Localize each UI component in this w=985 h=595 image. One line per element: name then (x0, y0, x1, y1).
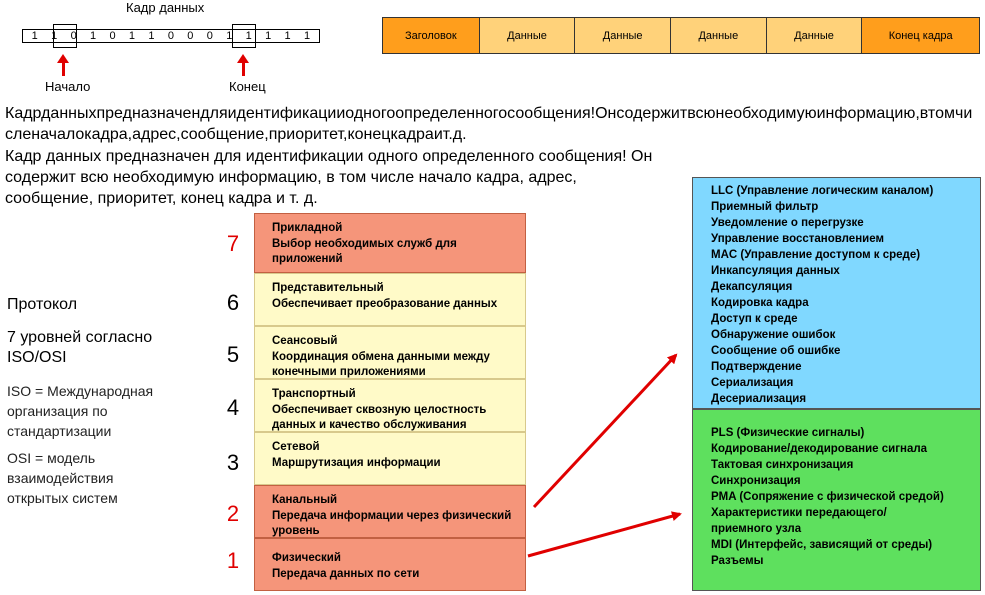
layer-number: 2 (226, 501, 240, 526)
bit: 1 (31, 30, 38, 42)
bit: 0 (70, 30, 77, 42)
layer-name: Физический (272, 552, 341, 564)
layer-description: Передача информации через физический уровень (272, 509, 512, 537)
pls-item: PMA (Сопряжение с физической средой) (711, 491, 944, 503)
frame-cell-data: Данные (575, 18, 671, 53)
frame-cell-end: Конец кадра (862, 18, 979, 53)
start-label: Начало (45, 79, 91, 94)
pls-item: Разъемы (711, 555, 764, 567)
llc-item: Подтверждение (711, 361, 802, 373)
layer-number: 5 (226, 342, 240, 367)
bit: 0 (206, 30, 213, 42)
llc-item: Сообщение об ошибке (711, 345, 841, 357)
layer-name: Прикладной (272, 222, 343, 234)
pls-item: Синхронизация (711, 475, 801, 487)
bit: 1 (304, 30, 311, 42)
llc-item: Обнаружение ошибок (711, 329, 836, 341)
bit: 0 (167, 30, 174, 42)
llc-item: Приемный фильтр (711, 201, 819, 213)
layer-name: Представительный (272, 282, 384, 294)
osi-definition: OSI = модель взаимодействия открытых систем (7, 450, 118, 506)
frame-cell-data: Данные (480, 18, 576, 53)
llc-item: Десериализация (711, 393, 807, 405)
protocol-label: Протокол (7, 296, 78, 313)
layer-number: 7 (226, 231, 240, 256)
layer-description: Выбор необходимых служб для приложений (272, 237, 457, 265)
bit: 0 (187, 30, 194, 42)
frame-cell-header: Заголовок (383, 18, 480, 53)
bit: 1 (226, 30, 233, 42)
description-compact: Кадрданныхпредназначендляидентификацииодногоопределенногосообщения!Онсодержитвсюнеобходимуюинформацию,втомчисленачалокадра,адрес,сообщение,приоритет,конецкадраит.д. (5, 105, 973, 143)
layer-description: Передача данных по сети (272, 567, 420, 580)
levels-label: 7 уровней согласно ISO/OSI (7, 329, 153, 366)
layer-name: Транспортный (272, 388, 356, 400)
frame-cell-data: Данные (671, 18, 767, 53)
llc-item: Инкапсуляция данных (711, 265, 840, 277)
layer-description: Координация обмена данными между конечными приложениями (272, 350, 490, 378)
llc-item: Уведомление о перегрузке (711, 217, 864, 229)
layer-number: 3 (226, 450, 240, 475)
llc-item: MAC (Управление доступом к среде) (711, 249, 921, 261)
bit: 1 (284, 30, 291, 42)
layer-description: Обеспечивает преобразование данных (272, 297, 498, 310)
iso-definition: ISO = Международная организация по стандартизации (7, 383, 154, 439)
bit: 1 (128, 30, 136, 42)
bit: 1 (51, 30, 58, 42)
llc-item: Декапсуляция (711, 281, 793, 293)
pls-item: приемного узла (711, 523, 802, 535)
llc-item: LLC (Управление логическим каналом) (711, 185, 934, 197)
layer-description: Маршрутизация информации (272, 456, 441, 469)
llc-item: Доступ к среде (711, 313, 798, 325)
bit: 0 (109, 30, 116, 42)
pls-item: PLS (Физические сигналы) (711, 427, 865, 439)
layer-name: Сеансовый (272, 335, 338, 347)
layer-number: 4 (226, 395, 240, 420)
frame-cell-data: Данные (767, 18, 863, 53)
bit: 1 (148, 30, 155, 42)
llc-item: Сериализация (711, 377, 794, 389)
layer-name: Сетевой (272, 441, 320, 453)
pls-item: Характеристики передающего/ (711, 507, 887, 519)
llc-item: Управление восстановлением (711, 233, 884, 245)
pls-item: MDI (Интерфейс, зависящий от среды) (711, 539, 933, 551)
pls-item: Кодирование/декодирование сигнала (711, 443, 928, 455)
frame-title: Кадр данных (126, 0, 205, 15)
layer-description: Обеспечивает сквозную целостность данных и качество обслуживания (272, 403, 487, 431)
layer-name: Канальный (272, 494, 338, 506)
pls-item: Тактовая синхронизация (711, 459, 854, 471)
layer-number: 1 (226, 548, 240, 573)
description: Кадр данных предназначен для идентификации одного определенного сообщения! Он содержит всю необходимую информацию, в том числе начало кадра, адрес, сообщение, приоритет, конец кадра и т. д. (5, 148, 653, 207)
layer-number: 6 (226, 290, 240, 315)
llc-item: Кодировка кадра (711, 297, 809, 309)
bit: 1 (90, 30, 97, 42)
bit: 1 (245, 30, 252, 42)
datalink-to-llc-arrow (534, 355, 676, 507)
physical-to-pls-arrow (528, 514, 680, 556)
bit: 1 (265, 30, 272, 42)
end-label: Конец (229, 79, 266, 94)
